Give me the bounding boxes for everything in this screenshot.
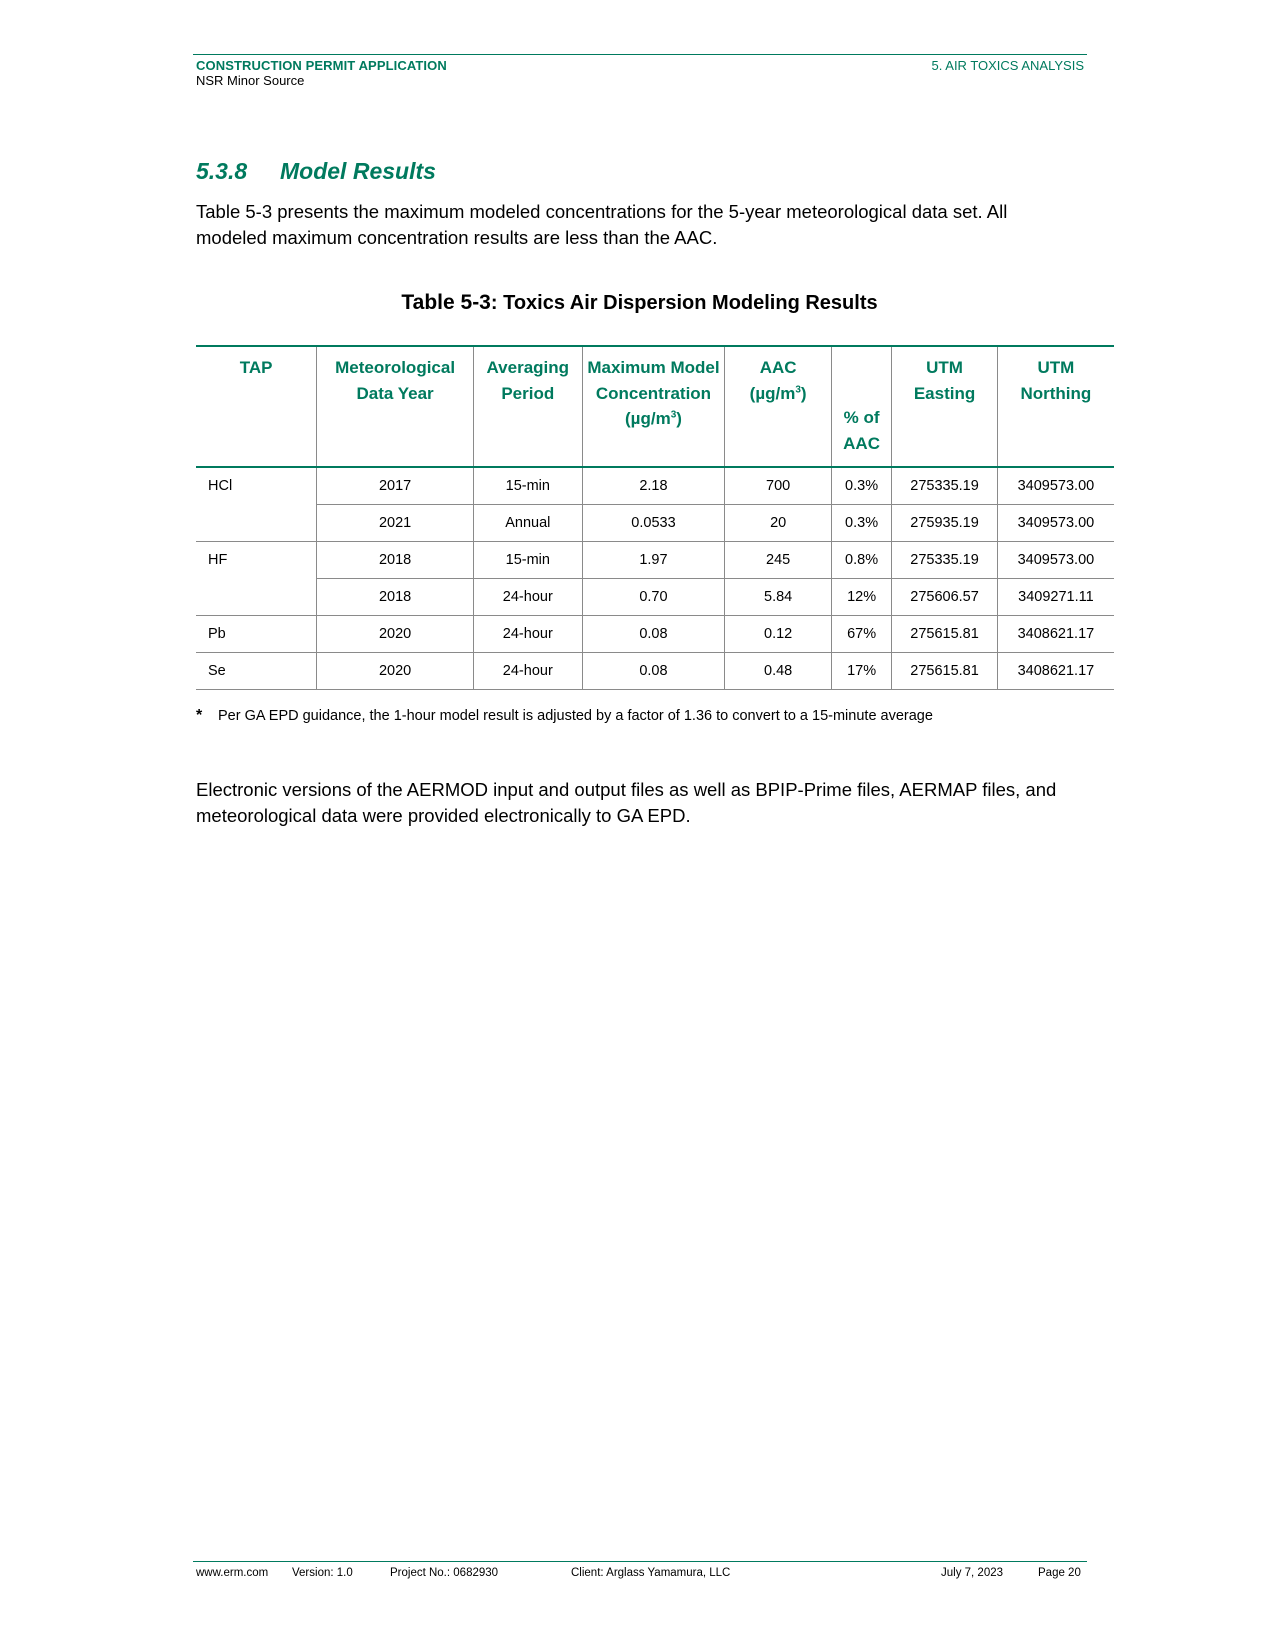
cell-year: 2020	[317, 616, 474, 653]
cell-period: 24-hour	[474, 616, 583, 653]
cell-tap	[196, 505, 317, 542]
cell-aac: 20	[725, 505, 832, 542]
cell-period: Annual	[474, 505, 583, 542]
cell-aac: 0.12	[725, 616, 832, 653]
cell-percent-aac: 0.8%	[831, 542, 891, 579]
cell-concentration: 1.97	[582, 542, 725, 579]
cell-year: 2018	[317, 579, 474, 616]
cell-period: 15-min	[474, 542, 583, 579]
table-row	[196, 542, 1114, 579]
header-document-title: CONSTRUCTION PERMIT APPLICATION	[196, 58, 447, 73]
cell-utm-northing: 3408621.17	[997, 616, 1114, 653]
closing-paragraph: Electronic versions of the AERMOD input and output files as well as BPIP-Prime files, AERMAP files, and meteorological data were provided electronically to GA EPD.	[196, 779, 1057, 826]
cell-utm-northing: 3409573.00	[997, 542, 1114, 579]
header-max-concentration-label: Maximum Model Concentration	[587, 358, 720, 403]
cell-period: 15-min	[474, 467, 583, 505]
cell-utm-easting: 275335.19	[892, 542, 998, 579]
footnote-text: Per GA EPD guidance, the 1-hour model result is adjusted by a factor of 1.36 to convert to a 15-minute average	[218, 708, 933, 724]
cell-tap: HCl	[208, 478, 233, 495]
header-met-year: Meteorological Data Year	[317, 346, 474, 467]
header-utm-northing: UTM Northing	[997, 346, 1114, 467]
cell-percent-aac: 67%	[831, 616, 891, 653]
table-caption-label: Table 5-3	[401, 291, 491, 314]
cell-year: 2021	[317, 505, 474, 542]
cell-tap: Se	[196, 653, 317, 690]
cell-year: 2018	[317, 542, 474, 579]
cell-utm-northing: 3409271.11	[997, 579, 1114, 616]
cell-utm-northing: 3409573.00	[997, 467, 1114, 505]
footer-date: July 7, 2023	[941, 1567, 1004, 1579]
header-aac-label: AAC	[759, 358, 797, 377]
cell-aac: 0.48	[725, 653, 832, 690]
header-percent-of-aac-label: % of AAC	[843, 408, 880, 453]
cell-percent-aac: 0.3%	[831, 467, 891, 505]
cell-utm-northing: 3409573.00	[997, 505, 1114, 542]
cell-tap: Pb	[196, 616, 317, 653]
header-max-concentration	[582, 346, 725, 467]
header-utm-easting: UTM Easting	[892, 346, 998, 467]
footer-client: Client: Arglass Yamamura, LLC	[571, 1567, 731, 1579]
cell-percent-aac: 17%	[831, 653, 891, 690]
cell-tap	[196, 579, 317, 616]
table-row	[196, 653, 1114, 690]
header-document-subtitle: NSR Minor Source	[196, 73, 305, 88]
cell-year: 2020	[317, 653, 474, 690]
table-row	[196, 616, 1114, 653]
table-footnote	[196, 707, 933, 725]
header-aac	[725, 346, 832, 467]
table-row	[196, 505, 1114, 542]
header-tap: TAP	[196, 346, 317, 467]
footnote-marker: *	[196, 707, 203, 724]
section-title: Model Results	[280, 158, 436, 184]
cell-concentration: 0.08	[582, 616, 725, 653]
cell-year: 2017	[317, 467, 474, 505]
header-section-name: 5. AIR TOXICS ANALYSIS	[931, 58, 1084, 73]
cell-concentration: 0.08	[582, 653, 725, 690]
cell-utm-easting: 275335.19	[892, 467, 998, 505]
cell-concentration: 2.18	[582, 467, 725, 505]
cell-utm-easting: 275935.19	[892, 505, 998, 542]
cell-tap: HF	[208, 552, 228, 569]
cell-aac: 5.84	[725, 579, 832, 616]
intro-paragraph: Table 5-3 presents the maximum modeled concentrations for the 5-year meteorological data set. All modeled maximum concentration results are less than the AAC.	[196, 201, 1008, 248]
header-aac-unit: $(\mu g/m^3)$	[749, 383, 807, 403]
table-caption-text: : Toxics Air Dispersion Modeling Results	[490, 292, 878, 314]
cell-utm-easting: 275615.81	[892, 616, 998, 653]
footer-page-number: Page 20	[1038, 1567, 1081, 1579]
cell-utm-easting: 275606.57	[892, 579, 998, 616]
table-row	[196, 579, 1114, 616]
footer-rule	[193, 1561, 1087, 1562]
cell-concentration: 0.70	[582, 579, 725, 616]
cell-utm-northing: 3408621.17	[997, 653, 1114, 690]
footer-project-number: Project No.: 0682930	[390, 1567, 499, 1579]
footer-version: Version: 1.0	[292, 1567, 353, 1579]
results-table	[196, 345, 1114, 690]
table-caption	[196, 291, 1083, 315]
header-rule	[193, 54, 1087, 55]
section-heading	[196, 158, 436, 185]
footer-website: www.erm.com	[196, 1567, 269, 1579]
cell-aac: 700	[725, 467, 832, 505]
header-max-concentration-unit: $(\mu g/m^3)$	[625, 409, 682, 428]
cell-aac: 245	[725, 542, 832, 579]
cell-concentration: 0.0533	[582, 505, 725, 542]
cell-percent-aac: 0.3%	[831, 505, 891, 542]
table-row	[196, 467, 1114, 505]
cell-period: 24-hour	[474, 579, 583, 616]
header-averaging-period: Averaging Period	[474, 346, 583, 467]
header-percent-of-aac	[831, 346, 891, 467]
cell-period: 24-hour	[474, 653, 583, 690]
cell-utm-easting: 275615.81	[892, 653, 998, 690]
table-header-row	[196, 346, 1114, 467]
cell-percent-aac: 12%	[831, 579, 891, 616]
section-number: 5.3.8	[196, 158, 248, 184]
